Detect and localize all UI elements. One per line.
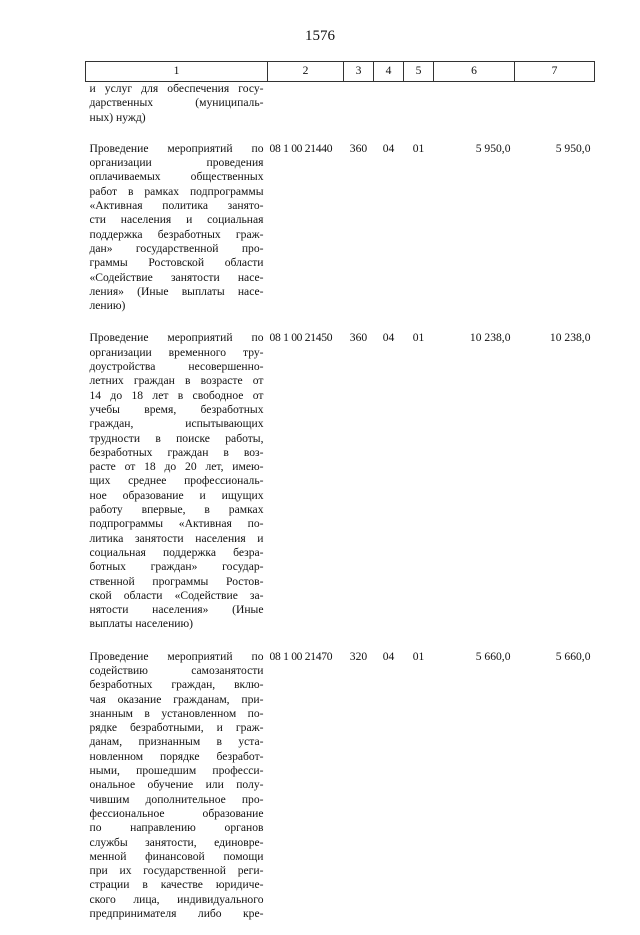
text-line: службы занятости, единовре- bbox=[89, 835, 264, 849]
row-amount-7: 5 950,0 bbox=[555, 141, 591, 155]
table-row bbox=[86, 138, 595, 328]
text-line: ональное обучение или полу- bbox=[89, 778, 264, 792]
text-line: летних граждан в возрасте от bbox=[89, 374, 264, 388]
table-row bbox=[86, 646, 595, 935]
row-code: 08 1 00 21470 bbox=[269, 649, 333, 663]
text-line: поддержка безработных граж- bbox=[89, 227, 264, 241]
row-col-4: 04 bbox=[382, 331, 395, 345]
row-col-3: 320 bbox=[349, 649, 368, 663]
text-line: «Содействие занятости насе- bbox=[89, 270, 264, 284]
budget-table bbox=[85, 61, 595, 935]
row-code: 08 1 00 21440 bbox=[269, 141, 333, 155]
text-line: выплаты населению) bbox=[89, 617, 194, 631]
continuation-description bbox=[86, 82, 268, 138]
header-col-7: 7 bbox=[515, 62, 595, 82]
text-line: ской области «Содействие за- bbox=[89, 588, 264, 602]
text-line: дарственных (муниципаль- bbox=[89, 96, 264, 110]
text-line: работу впервые, в рамках bbox=[89, 503, 264, 517]
text-line: лению) bbox=[89, 299, 126, 313]
row-col-5: 01 bbox=[412, 141, 425, 155]
row-amount-6: 5 660,0 bbox=[475, 649, 511, 663]
row-amount-7: 5 660,0 bbox=[555, 649, 591, 663]
row-col-3: 360 bbox=[349, 331, 368, 345]
row-amount-7: 10 238,0 bbox=[549, 331, 591, 345]
text-line: чившим дополнительное про- bbox=[89, 792, 264, 806]
row-code: 08 1 00 21450 bbox=[269, 331, 333, 345]
text-line: ное образование и ищущих bbox=[89, 488, 264, 502]
text-line: расте от 18 до 20 лет, имею- bbox=[89, 460, 264, 474]
text-line: Проведение мероприятий по bbox=[89, 649, 264, 663]
row-col-5: 01 bbox=[412, 649, 425, 663]
text-line: безработных граждан в воз- bbox=[89, 445, 264, 459]
text-line: подпрограммы «Активная по- bbox=[89, 517, 264, 531]
table-row bbox=[86, 327, 595, 645]
header-col-1: 1 bbox=[86, 62, 268, 82]
row-description bbox=[86, 646, 268, 935]
text-line: граждан, испытывающих bbox=[89, 417, 264, 431]
row-col-3: 360 bbox=[349, 141, 368, 155]
header-col-6: 6 bbox=[434, 62, 515, 82]
text-line: дан» государственной про- bbox=[89, 241, 264, 255]
text-line: фессиональное образование bbox=[89, 806, 264, 820]
text-line: оплачиваемых общественных bbox=[89, 170, 264, 184]
text-line: Проведение мероприятий по bbox=[89, 141, 264, 155]
row-col-4: 04 bbox=[382, 141, 395, 155]
page-number: 1576 bbox=[305, 28, 335, 44]
text-line: организации временного тру- bbox=[89, 345, 264, 359]
text-line: предпринимателя либо кре- bbox=[89, 907, 264, 921]
text-line: Проведение мероприятий по bbox=[89, 331, 264, 345]
header-row bbox=[86, 62, 595, 82]
row-amount-6: 10 238,0 bbox=[469, 331, 511, 345]
text-line: социальная поддержка безра- bbox=[89, 545, 264, 559]
text-line: 14 до 18 лет в свободное от bbox=[89, 388, 264, 402]
row-description bbox=[86, 327, 268, 645]
text-line: менной финансовой помощи bbox=[89, 849, 264, 863]
text-line: трудности в поиске работы, bbox=[89, 431, 264, 445]
text-line: щих среднее профессиональ- bbox=[89, 474, 264, 488]
text-line: сти населения и социальная bbox=[89, 213, 264, 227]
row-amount-6: 5 950,0 bbox=[475, 141, 511, 155]
text-line: доустройства несовершенно- bbox=[89, 360, 264, 374]
text-line: граммы Ростовской области bbox=[89, 256, 264, 270]
text-line: «Активная политика занято- bbox=[89, 199, 264, 213]
text-line: ственной программы Ростов- bbox=[89, 574, 264, 588]
text-line: ными, прошедшим професси- bbox=[89, 764, 264, 778]
text-line: содействию самозанятости bbox=[89, 663, 264, 677]
text-line: новленном порядке безработ- bbox=[89, 749, 264, 763]
header-col-3: 3 bbox=[344, 62, 374, 82]
text-line: учебы время, безработных bbox=[89, 402, 264, 416]
text-line: по направлению органов bbox=[89, 821, 264, 835]
text-line: безработных граждан, вклю- bbox=[89, 678, 264, 692]
text-line: знанным в установленном по- bbox=[89, 706, 264, 720]
text-line: ботных граждан» государ- bbox=[89, 560, 264, 574]
header-col-4: 4 bbox=[374, 62, 404, 82]
continuation-row bbox=[86, 82, 595, 138]
row-col-4: 04 bbox=[382, 649, 395, 663]
text-line: литика занятости населения и bbox=[89, 531, 264, 545]
text-line: рядке безработными, и граж- bbox=[89, 721, 264, 735]
row-description bbox=[86, 138, 268, 328]
row-col-5: 01 bbox=[412, 331, 425, 345]
text-line: данам, признанным в уста- bbox=[89, 735, 264, 749]
text-line: нятости населения» (Иные bbox=[89, 603, 264, 617]
text-line: организации проведения bbox=[89, 156, 264, 170]
text-line: ского лица, индивидуального bbox=[89, 892, 264, 906]
text-line: чая оказание гражданам, при- bbox=[89, 692, 264, 706]
text-line: страции в качестве юридиче- bbox=[89, 878, 264, 892]
header-col-2: 2 bbox=[268, 62, 344, 82]
text-line: при их государственной реги- bbox=[89, 864, 264, 878]
text-line: и услуг для обеспечения госу- bbox=[89, 82, 264, 95]
text-line: ных) нужд) bbox=[89, 110, 146, 124]
header-col-5: 5 bbox=[404, 62, 434, 82]
text-line: работ в рамках подпрограммы bbox=[89, 184, 264, 198]
text-line: ления» (Иные выплаты насе- bbox=[89, 284, 264, 298]
